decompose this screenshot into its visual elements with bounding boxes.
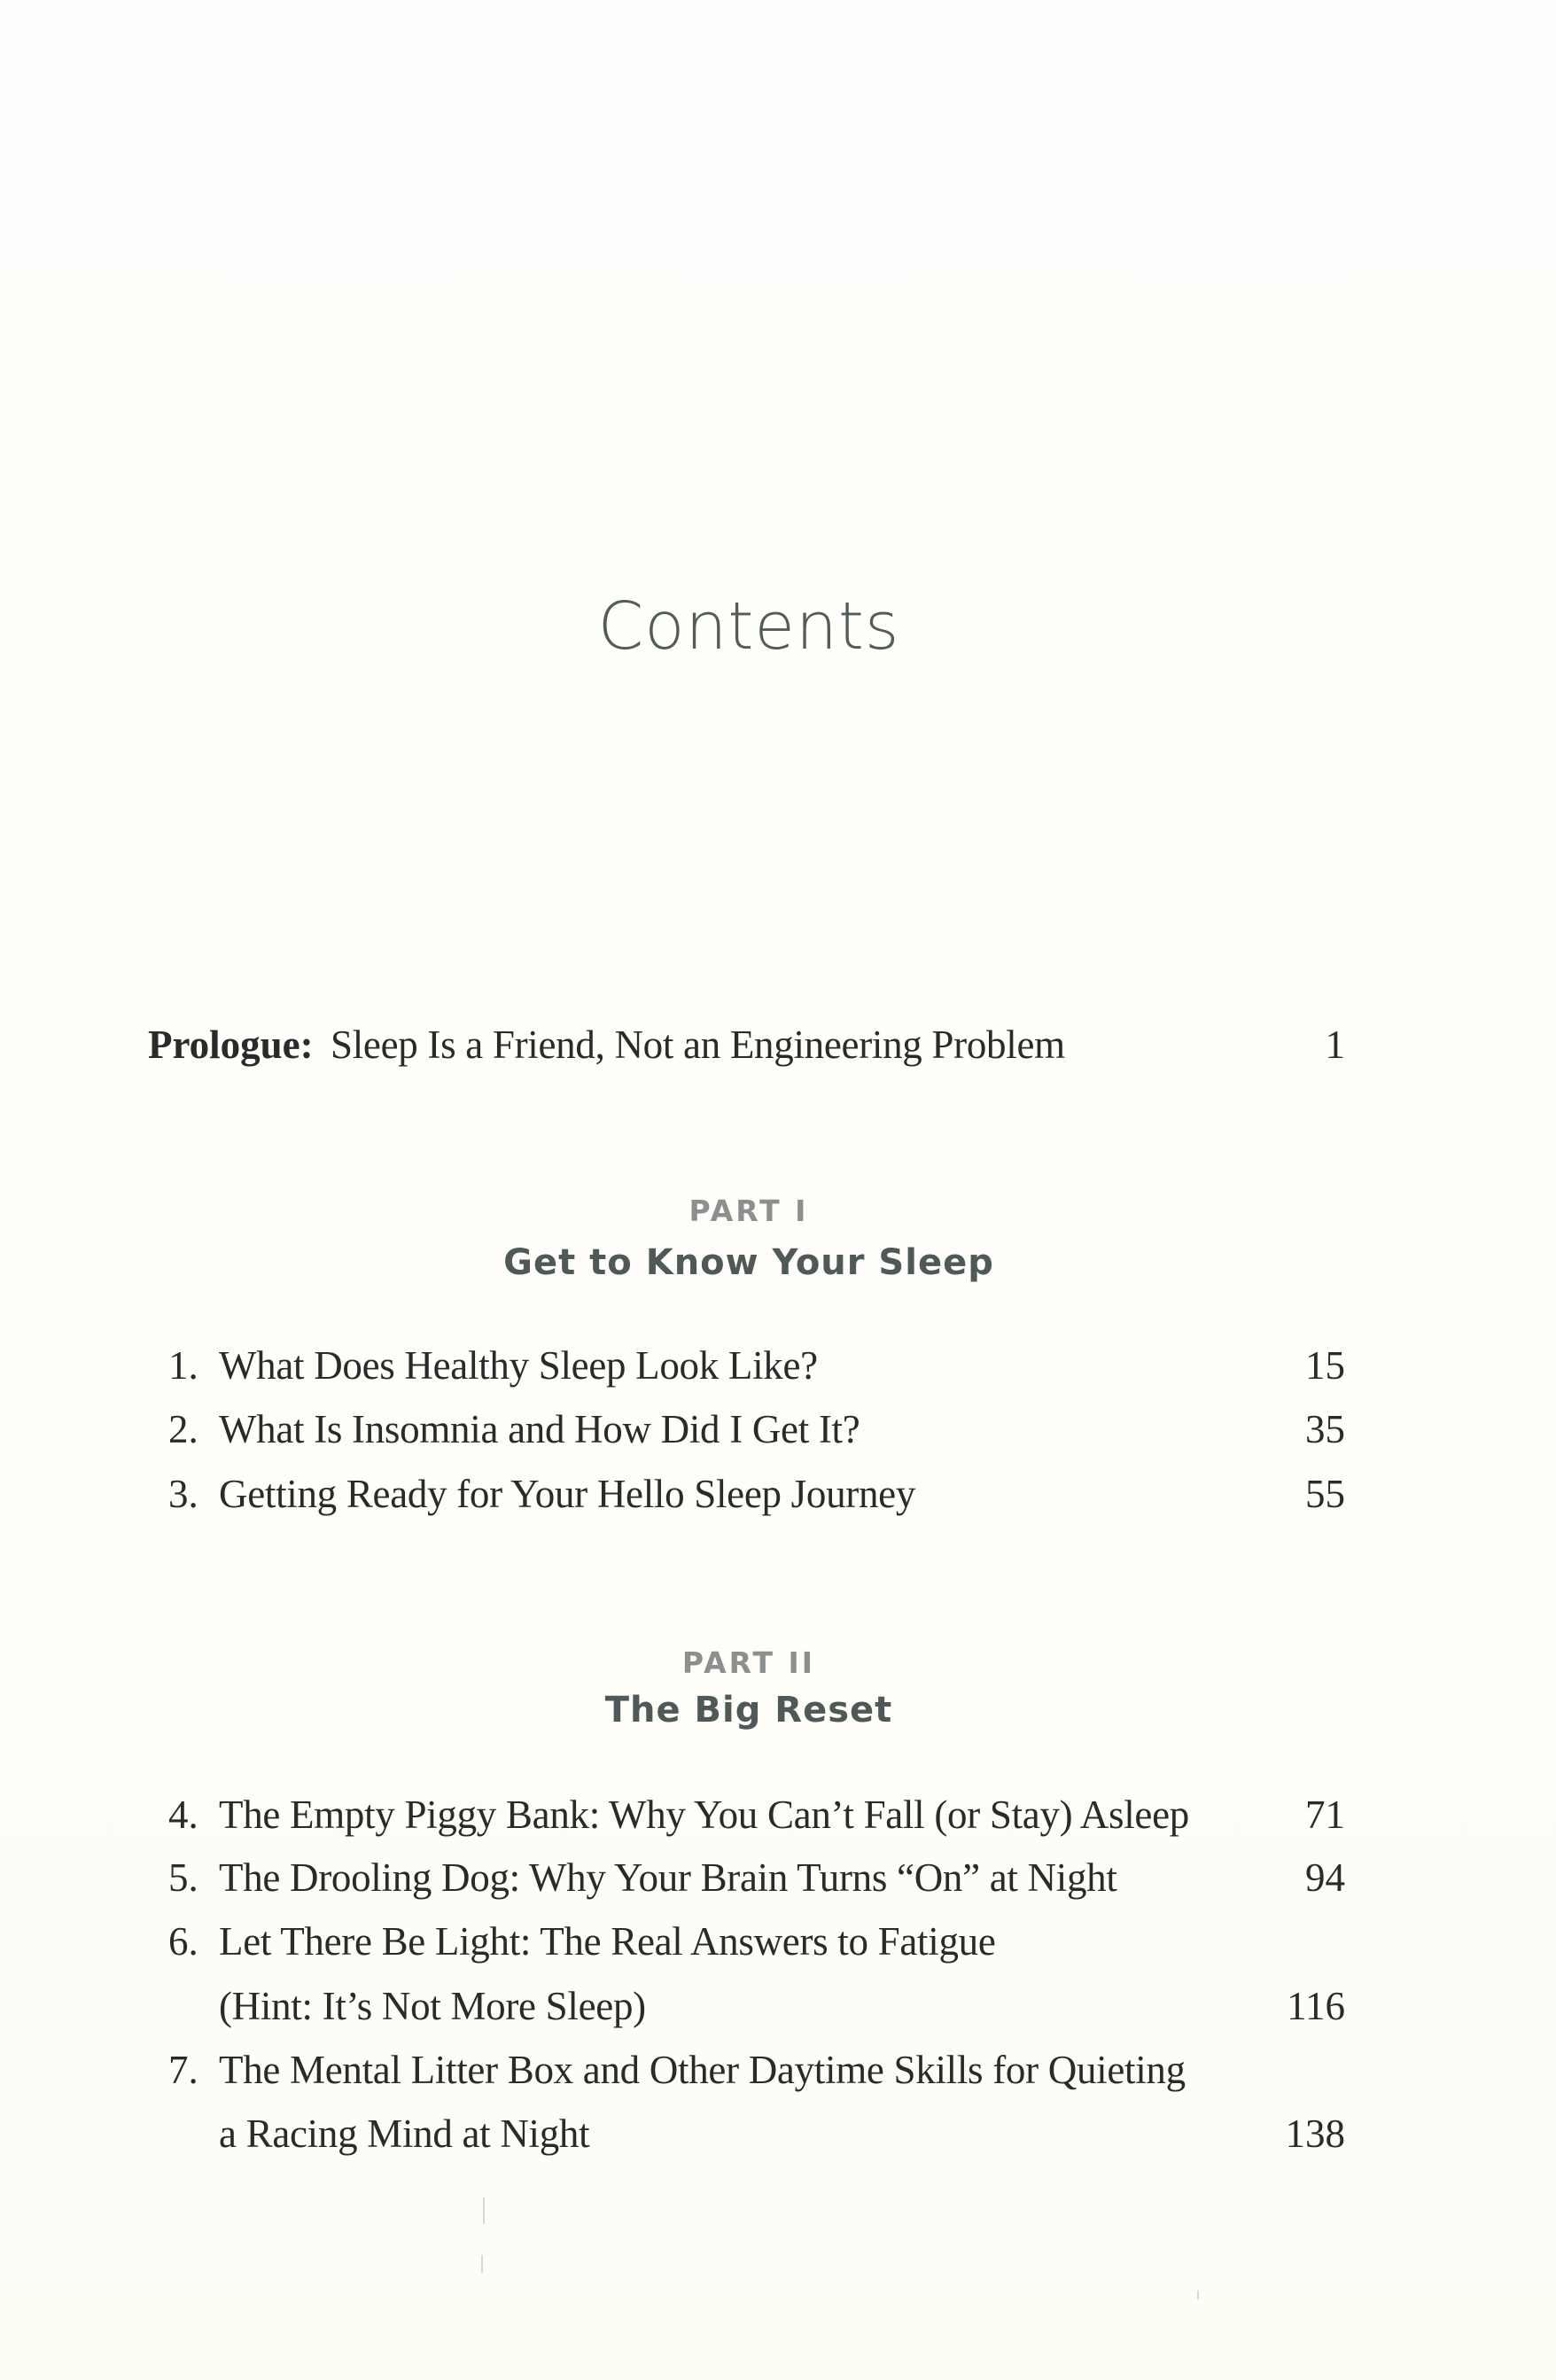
scan-artifact <box>483 2197 485 2224</box>
toc-entry <box>0 1917 1556 1966</box>
chapter-number: 7. <box>168 2048 198 2092</box>
chapter-number: 1. <box>168 1343 198 1388</box>
scan-artifact <box>481 2255 483 2273</box>
toc-page-number: 138 <box>1285 2112 1345 2156</box>
toc-entry-title: The Empty Piggy Bank: Why You Can’t Fall (or Stay) Asleep <box>219 1793 1189 1837</box>
toc-entry <box>0 1853 1556 1902</box>
part-title: The Big Reset <box>604 1690 893 1731</box>
toc-entry-title-continued: (Hint: It’s Not More Sleep) <box>219 1984 646 2028</box>
chapter-number: 4. <box>168 1793 198 1837</box>
toc-entry-title: What Does Healthy Sleep Look Like? <box>219 1343 818 1388</box>
chapter-number: 5. <box>168 1855 198 1900</box>
part-title: Get to Know Your Sleep <box>503 1242 994 1283</box>
toc-entry-title-continued: a Racing Mind at Night <box>219 2112 590 2156</box>
toc-entry <box>0 2045 1556 2095</box>
toc-page-number: 1 <box>1325 1023 1345 1067</box>
toc-page-number: 15 <box>1305 1343 1345 1388</box>
chapter-number: 6. <box>168 1919 198 1964</box>
part-label: PART II <box>681 1645 816 1680</box>
toc-entry-title: Sleep Is a Friend, Not an Engineering Problem <box>331 1023 1065 1067</box>
toc-entry-title: Let There Be Light: The Real Answers to Fatigue <box>219 1919 996 1964</box>
toc-entry-title: The Mental Litter Box and Other Daytime Skills for Quieting <box>219 2048 1186 2092</box>
toc-page-number: 55 <box>1305 1472 1345 1516</box>
page-title: Contents <box>597 587 900 665</box>
toc-entry-continuation <box>0 2109 1556 2158</box>
chapter-number: 2. <box>168 1407 198 1451</box>
part-label: PART I <box>689 1194 809 1228</box>
toc-entry-title: The Drooling Dog: Why Your Brain Turns “On” at Night <box>219 1855 1117 1900</box>
scan-artifact <box>1197 2291 1199 2299</box>
prologue-label: Prologue: <box>148 1023 314 1067</box>
chapter-number: 3. <box>168 1472 198 1516</box>
toc-entry-title: What Is Insomnia and How Did I Get It? <box>219 1407 860 1451</box>
toc-entry <box>0 1341 1556 1390</box>
toc-entry <box>0 1790 1556 1839</box>
toc-page-number: 94 <box>1305 1855 1345 1900</box>
toc-entry <box>0 1404 1556 1454</box>
toc-entry-title: Getting Ready for Your Hello Sleep Journey <box>219 1472 916 1516</box>
toc-entry-prologue <box>0 1020 1556 1069</box>
toc-entry-continuation <box>0 1981 1556 2031</box>
toc-page-number: 116 <box>1287 1984 1345 2028</box>
toc-page-number: 35 <box>1305 1407 1345 1451</box>
toc-page-number: 71 <box>1305 1793 1345 1837</box>
toc-entry <box>0 1469 1556 1519</box>
